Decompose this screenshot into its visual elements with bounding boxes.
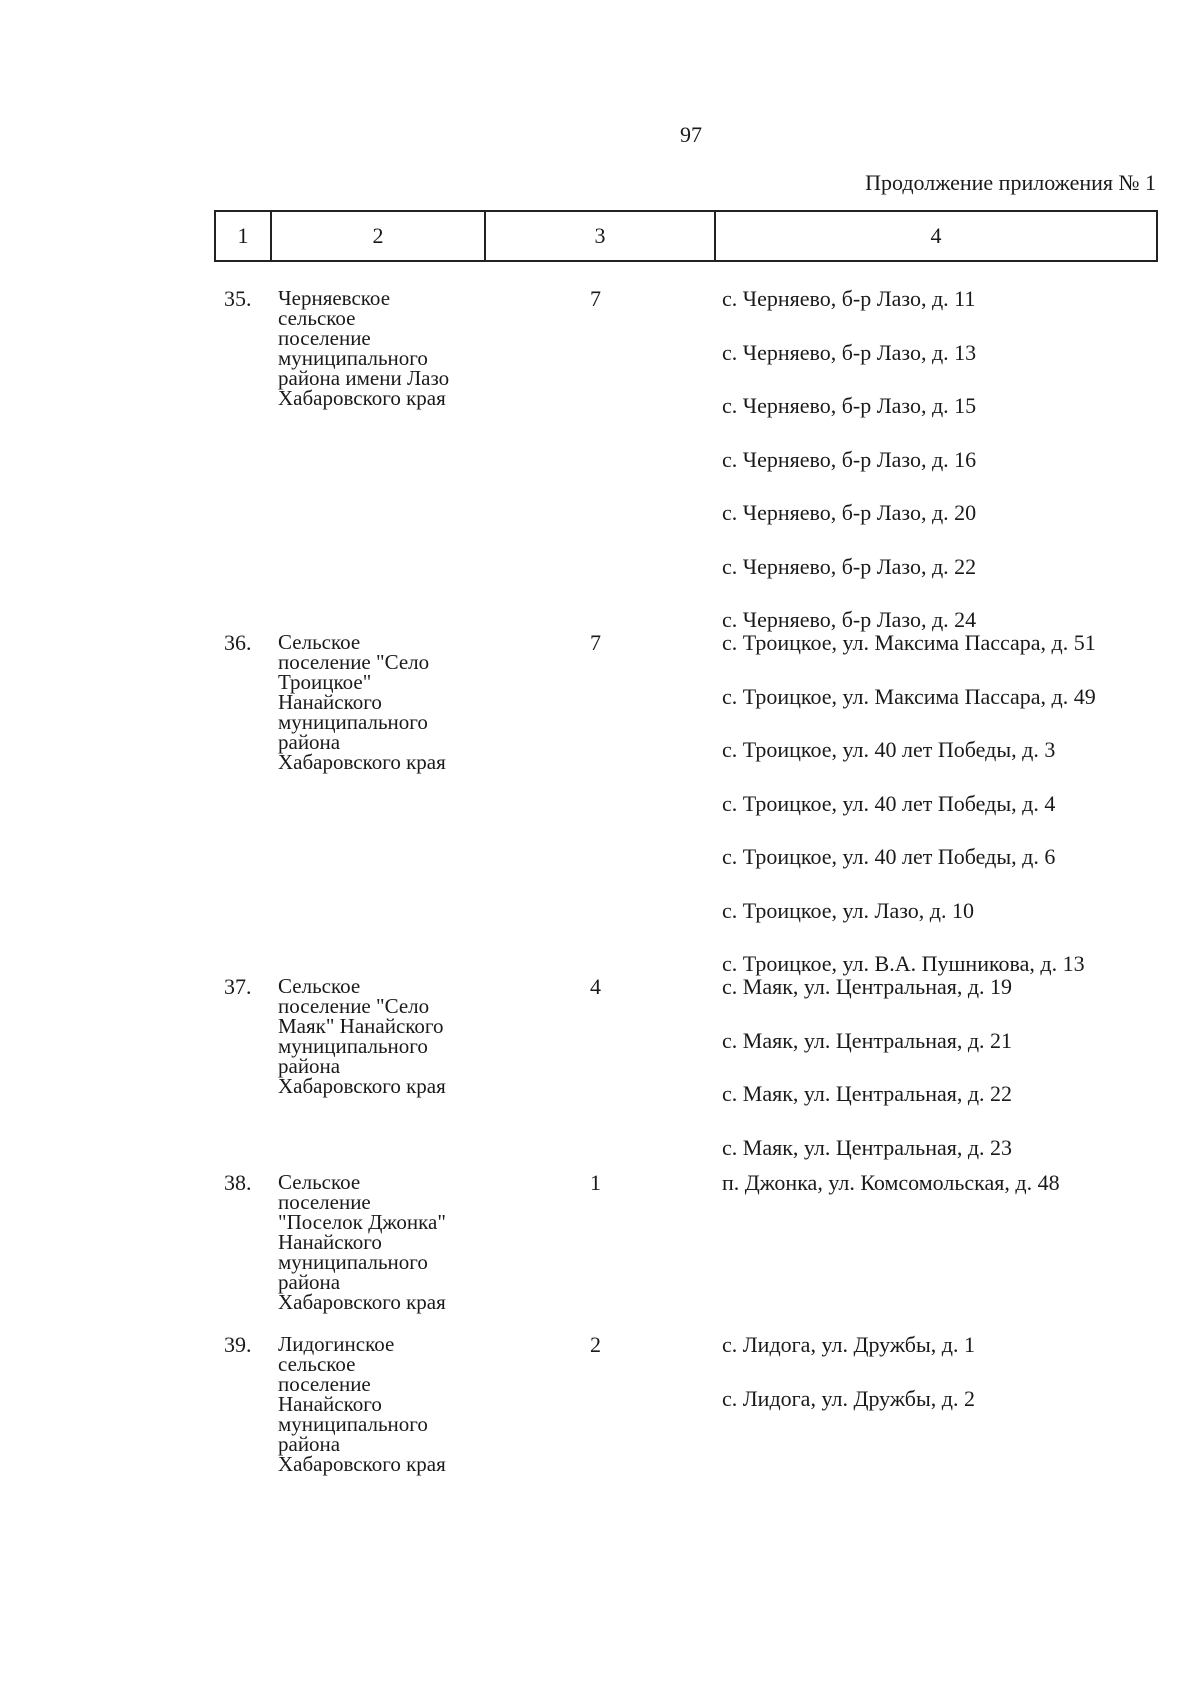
address-list [722,1170,1152,1224]
settlement-name-line: поселение [278,326,371,350]
settlement-name-line: района [278,1270,341,1294]
settlement-name [278,632,488,772]
building-count: 4 [590,974,601,999]
settlement-name-line: муниципального [278,1034,428,1058]
settlement-name-line: поселение "Село [278,994,430,1018]
table-header [214,210,1158,262]
building-count: 1 [590,1170,601,1195]
building-count: 7 [590,286,601,311]
settlement-name-line: Нанайского [278,1230,382,1254]
address-item: с. Троицкое, ул. Максима Пассара, д. 51 [722,630,1096,655]
address-item: с. Троицкое, ул. 40 лет Победы, д. 6 [722,844,1056,869]
settlement-name-line: муниципального [278,1412,428,1436]
column-header-1: 1 [216,212,272,260]
settlement-name-line: поселение [278,1372,371,1396]
settlement-name-line: муниципального [278,710,428,734]
address-item: п. Джонка, ул. Комсомольская, д. 48 [722,1170,1060,1195]
settlement-name-line: района [278,1054,341,1078]
settlement-name [278,976,488,1096]
column-header-4: 4 [930,223,942,248]
address-item: с. Черняево, б-р Лазо, д. 22 [722,553,977,579]
appendix-note: Продолжение приложения № 1 [865,170,1156,195]
row-number: 36. [224,630,252,655]
building-count: 7 [590,630,601,655]
column-header-2: 2 [272,212,486,260]
page-number: 97 [680,122,702,147]
settlement-name-line: Сельское [278,974,361,998]
address-list [722,630,1152,1005]
settlement-name-line: Нанайского [278,1392,382,1416]
address-item: с. Черняево, б-р Лазо, д. 11 [722,286,976,311]
settlement-name [278,1172,488,1312]
address-list [722,974,1152,1188]
address-item: с. Черняево, б-р Лазо, д. 15 [722,393,977,418]
settlement-name-line: Черняевское [278,286,391,310]
address-item: с. Маяк, ул. Центральная, д. 21 [722,1027,1013,1053]
address-item: с. Троицкое, ул. Максима Пассара, д. 49 [722,683,1096,709]
address-item: с. Троицкое, ул. 40 лет Победы, д. 3 [722,737,1056,762]
address-item: с. Троицкое, ул. 40 лет Победы, д. 4 [722,790,1056,816]
address-item: с. Черняево, б-р Лазо, д. 13 [722,339,977,365]
column-header-3: 3 [486,212,716,260]
settlement-name-line: Лидогинское [278,1332,395,1356]
settlement-name-line: муниципального [278,1250,428,1274]
settlement-name-line: Маяк" Нанайского [278,1014,444,1038]
address-item: с. Лидога, ул. Дружбы, д. 2 [722,1385,975,1411]
settlement-name-line: Хабаровского края [278,386,446,410]
settlement-name-line: сельское [278,1352,356,1376]
settlement-name-line: Хабаровского края [278,750,446,774]
address-item: с. Маяк, ул. Центральная, д. 22 [722,1081,1013,1106]
settlement-name-line: сельское [278,306,356,330]
row-number: 39. [224,1332,252,1357]
settlement-name-line: Хабаровского края [278,1074,446,1098]
address-item: с. Маяк, ул. Центральная, д. 23 [722,1134,1013,1160]
address-item: с. Черняево, б-р Лазо, д. 24 [722,607,977,632]
settlement-name-line: муниципального [278,346,428,370]
settlement-name-line: района имени Лазо [278,366,450,390]
row-number: 35. [224,286,252,311]
settlement-name-line: "Поселок Джонка" [278,1210,446,1234]
settlement-name-line: поселение "Село [278,650,430,674]
settlement-name-line: Нанайского [278,690,382,714]
settlement-name-line: Хабаровского края [278,1290,446,1314]
settlement-name-line: района [278,1432,341,1456]
address-item: с. Маяк, ул. Центральная, д. 19 [722,974,1013,999]
settlement-name-line: района [278,730,341,754]
address-list [722,1332,1152,1439]
settlement-name-line: Троицкое" [278,670,372,694]
settlement-name-line: Хабаровского края [278,1452,446,1476]
settlement-name [278,288,488,408]
address-item: с. Троицкое, ул. Лазо, д. 10 [722,897,974,923]
settlement-name [278,1334,488,1474]
row-number: 37. [224,974,252,999]
building-count: 2 [590,1332,601,1357]
settlement-name-line: поселение [278,1190,371,1214]
row-number: 38. [224,1170,252,1195]
address-item: с. Троицкое, ул. В.А. Пушникова, д. 13 [722,951,1085,976]
address-item: с. Черняево, б-р Лазо, д. 16 [722,446,977,472]
address-list [722,286,1152,661]
address-item: с. Лидога, ул. Дружбы, д. 1 [722,1332,975,1357]
address-item: с. Черняево, б-р Лазо, д. 20 [722,500,977,525]
settlement-name-line: Сельское [278,630,361,654]
settlement-name-line: Сельское [278,1170,361,1194]
